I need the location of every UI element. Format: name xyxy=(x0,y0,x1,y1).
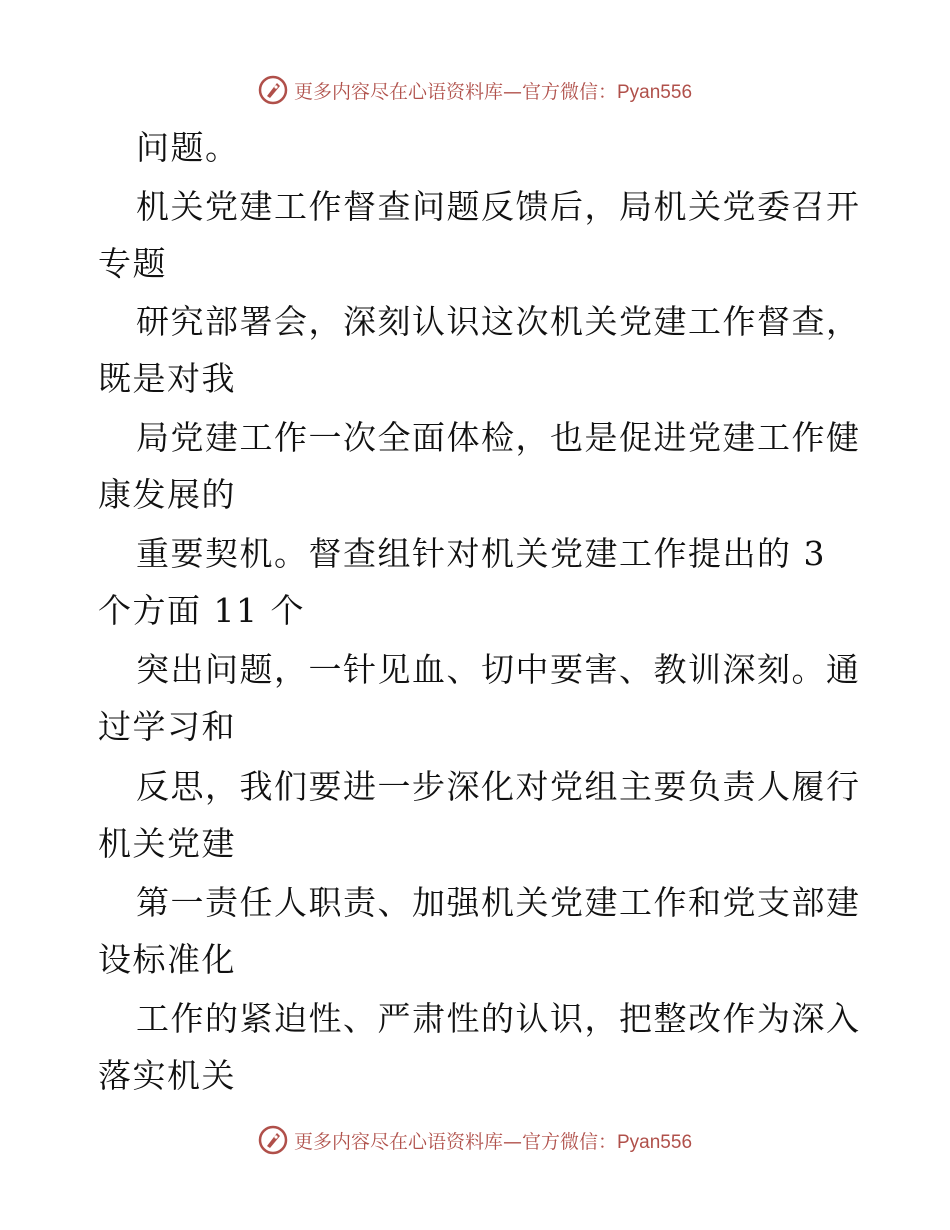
text-line: 既是对我 xyxy=(98,359,236,398)
text-line: 落实机关 xyxy=(98,1056,236,1095)
text-line: 第一责任人职责、加强机关党建工作和党支部建 xyxy=(136,883,861,922)
text-line: 过学习和 xyxy=(98,707,236,746)
text-line: 重要契机。督查组针对机关党建工作提出的 3 xyxy=(136,534,826,573)
watermark-text: 更多内容尽在心语资料库—官方微信：Pyan556 xyxy=(293,80,693,103)
pen-nib-logo-icon xyxy=(258,1125,288,1155)
text-line: 问题。 xyxy=(136,128,240,167)
watermark-text: 更多内容尽在心语资料库—官方微信：Pyan556 xyxy=(293,1130,693,1153)
text-line: 康发展的 xyxy=(98,475,236,514)
footer-watermark xyxy=(0,1120,950,1160)
text-line: 个方面 11 个 xyxy=(98,591,305,630)
header-watermark xyxy=(0,70,950,110)
text-line: 反思，我们要进一步深化对党组主要负责人履行 xyxy=(136,767,861,806)
text-line: 机关党建工作督查问题反馈后，局机关党委召开 xyxy=(136,187,861,226)
text-line: 机关党建 xyxy=(98,824,236,863)
text-line: 设标准化 xyxy=(98,940,236,979)
text-line: 突出问题，一针见血、切中要害、教训深刻。通 xyxy=(136,650,861,689)
text-line: 研究部署会，深刻认识这次机关党建工作督查， xyxy=(136,302,861,341)
text-line: 局党建工作一次全面体检，也是促进党建工作健 xyxy=(136,418,861,457)
text-line: 工作的紧迫性、严肃性的认识，把整改作为深入 xyxy=(136,999,861,1038)
text-line: 专题 xyxy=(98,244,167,283)
pen-nib-logo-icon xyxy=(258,75,288,105)
